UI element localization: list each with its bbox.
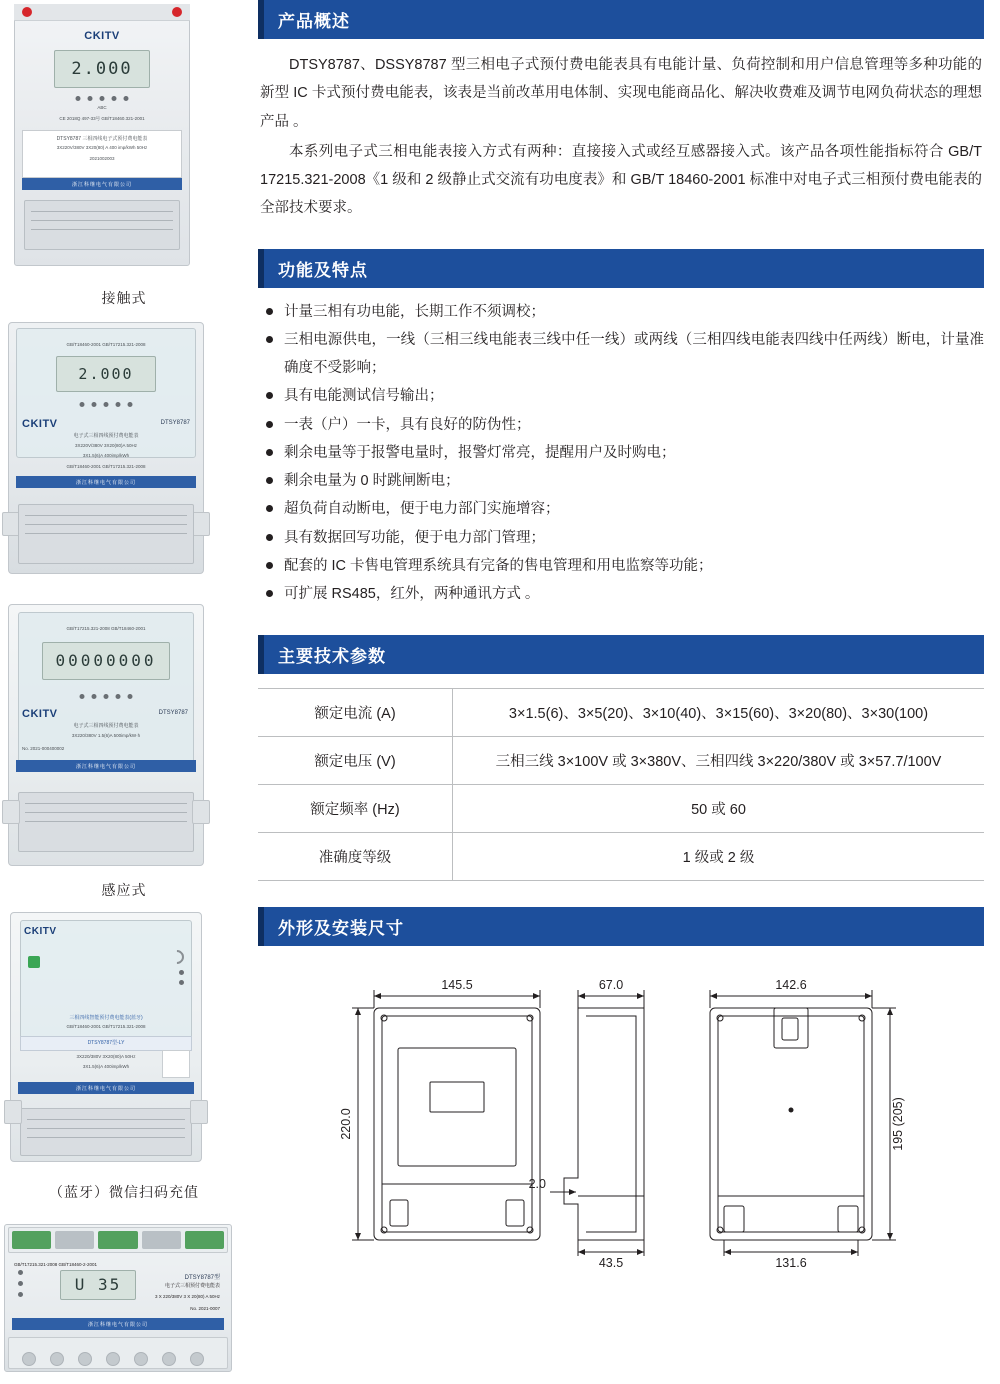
spec-table [258,688,984,881]
spec-value: 1 级或 2 级 [453,832,985,880]
indicator-dot [76,96,81,101]
indicator-dot [124,96,129,101]
dim-side-bottom: 43.5 [598,1255,624,1270]
indicator-dot [80,402,85,407]
spec-key: 额定电流 (A) [258,688,453,736]
mounting-ear [190,1100,208,1124]
meter1-phase-labels: ABC [97,105,107,110]
terminal-pin [78,1352,92,1366]
meter4-title: 三相四线智能预付费电能表(蓝牙) [69,1015,143,1021]
indicator-dot [116,402,121,407]
dimension-drawings [258,960,984,1270]
meter2-spec-line: 3X220V/380V 3X20(80)A 50Hz [74,443,138,448]
spec-value: 3×1.5(6)、3×5(20)、3×10(40)、3×15(60)、3×20(80)、3×30(100) [453,688,985,736]
indicator-dot [128,402,133,407]
mounting-ear [4,1100,22,1124]
list-item: 配套的 IC 卡售电管理系统具有完备的售电管理和用电监察等功能； [264,552,984,580]
side-view-outline [564,1008,644,1240]
indicator-dot [104,402,109,407]
product-image-bluetooth-meter [10,912,202,1162]
meter2-brand: CKITV [22,418,58,430]
indicator-dot [18,1270,23,1275]
product-images-column [0,0,248,1384]
table-row [258,688,984,736]
dim-front-width: 145.5 [441,977,473,992]
indicator-dot [112,96,117,101]
meter5-model: DTSY8787型 [184,1275,220,1281]
meter1-spec-line: 3X220V/380V 3X20(80) A 400 imp/kWh 50Hz [56,145,148,150]
list-item: 三相电源供电，一线（三相三线电能表三线中任一线）或两线（三相四线电能表四线中任两线）断电，计量准确度不受影响； [264,326,984,383]
meter5-company: 浙江科继电气有限公司 [12,1318,224,1330]
meter3-terminal-block [18,792,194,852]
meter2-cert-line: GB/T18460-2001 GB/T17215.321-2008 [66,342,146,347]
list-item: 具有数据回写功能，便于电力部门管理； [264,524,984,552]
spec-key: 额定电压 (V) [258,736,453,784]
mounting-ear [192,800,210,824]
indicator-dot [80,694,85,699]
terminal-pin [50,1352,64,1366]
section-title-specs: 主要技术参数 [258,635,984,674]
mounting-ear [192,512,210,536]
meter2-digits: 2.000 [78,365,134,383]
meter3-title: 电子式三相四线预付费电能表 [73,723,139,729]
indicator-dot [179,980,184,985]
indicator-dot [92,402,97,407]
meter1-brand: CKITV [84,30,120,42]
meter4-terminal-block [20,1108,192,1156]
meter2-terminal-block [18,504,194,564]
product-image-meter-2 [8,322,204,574]
meter5-code-line: No. 2021-0007 [190,1306,220,1311]
meter4-brand: CKITV [24,926,57,937]
meter1-company: 浙江科继电气有限公司 [22,178,182,190]
caption-induction: 感应式 [101,882,147,898]
indicator-dot [116,694,121,699]
meter3-cert-line: GB/T17215.321-2008 GB/T18460-2001 [66,626,146,631]
dim-back-width: 142.6 [775,977,807,992]
content-column [258,0,984,1270]
spec-value: 三相三线 3×100V 或 3×380V、三相四线 3×220/380V 或 3×57.7/100V [453,736,985,784]
meter3-lcd [42,642,170,680]
indicator-dot [104,694,109,699]
indicator-dot [179,970,184,975]
meter4-model: DTSY8787型-LY [87,1040,125,1046]
indicator-dot [100,96,105,101]
terminal-pin [190,1352,204,1366]
screw-icon [22,7,32,17]
front-view-outline [374,1008,540,1240]
meter3-spec-line: 3X220/380V 1.5(6)A 500imp/kW·h [71,733,141,738]
meter2-company: 浙江科继电气有限公司 [16,476,196,488]
table-row [258,832,984,880]
indicator-dot [88,96,93,101]
product-image-din-rail-meter [4,1224,232,1372]
meter5-spec-line: GB/T17215.321-2008 GB/T18460-2-2001 [14,1262,98,1267]
features-list [258,288,984,609]
meter1-cert-line: CE 2018Q 497-33号 GB/T18460.321-2001 [59,116,145,121]
meter5-title: 电子式三相预付费电能表 [164,1283,220,1289]
meter2-model: DTSY8787 [160,420,190,426]
dimension-svg [258,960,984,1270]
overview-body [258,39,984,223]
list-item: 一表（户）一卡，具有良好的防伪性； [264,411,984,439]
back-view-outline [710,1008,872,1240]
meter5-digits: U 35 [74,1275,122,1294]
terminal-pin [134,1352,148,1366]
spec-key: 准确度等级 [258,832,453,880]
indicator-dot [18,1292,23,1297]
terminal-pin [22,1352,36,1366]
meter5-imp-line: 3 X 220/380V 3 X 20(80) A 50Hz [154,1294,220,1299]
meter2-cert-line-2: GB/T18460-2001 GB/T17215.321-2008 [66,464,146,469]
terminal-pin [162,1352,176,1366]
overview-paragraph-1: DTSY8787、DSSY8787 型三相电子式预付费电能表具有电能计量、负荷控制和用户信息管理等多种功能的新型 IC 卡式预付费电能表，该表是当前改革用电体制、实现电能商品化、解决收费难及调节电网负荷状态的理想产品 。 [260,57,982,130]
mounting-ear [2,800,20,824]
section-title-features: 功能及特点 [258,249,984,288]
spec-key: 额定频率 (Hz) [258,784,453,832]
status-led-icon [28,956,40,968]
meter4-imp-line: 3X1.5(6)A 400imp/kWh [82,1064,130,1069]
meter2-lcd [56,356,156,392]
meter4-spec-line: 3X220/380V 3X20(80)A 50Hz [76,1054,136,1059]
list-item: 计量三相有功电能，长期工作不须调校； [264,298,984,326]
meter1-label-line: DTSY8787 三相四线电子式预付费电能表 [56,136,148,142]
list-item: 超负荷自动断电，便于电力部门实施增容； [264,495,984,523]
product-image-induction-meter [8,604,204,866]
indicator-dot [18,1281,23,1286]
spec-value: 50 或 60 [453,784,985,832]
screw-icon [172,7,182,17]
meter3-code-line: No. 2021-000400002 [22,746,65,751]
table-row [258,736,984,784]
dim-side-width: 67.0 [598,977,624,992]
indicator-dot [128,694,133,699]
overview-paragraph-2: 本系列电子式三相电能表接入方式有两种：直接接入式或经互感器接入式。该产品各项性能指标符合 GB/T 17215.321-2008《1 级和 2 级静止式交流有功电度表》和 GB/T 18460-2001 标准中对电子式三相预付费电能表的全部技术要求。 [260,143,982,217]
meter1-lcd [54,50,150,88]
meter3-company: 浙江科继电气有限公司 [16,760,196,772]
dim-back-bottom: 131.6 [775,1255,807,1270]
meter1-terminal-block [24,200,180,250]
dim-side-small: 2.0 [528,1176,546,1191]
table-row [258,784,984,832]
meter4-cert-line: GB/T18460-2001 GB/T17215.321-2008 [66,1024,146,1029]
terminal-pin [106,1352,120,1366]
meter2-title: 电子式三相四线预付费电能表 [73,433,139,439]
list-item: 具有电能测试信号输出； [264,382,984,410]
meter3-brand: CKITV [22,708,58,720]
meter2-imp-line: 3X1.5(6)A 400imp/kWh [82,453,130,458]
section-title-dimensions: 外形及安装尺寸 [258,907,984,946]
list-item: 剩余电量等于报警电量时，报警灯常亮，提醒用户及时购电； [264,439,984,467]
meter1-digits: 2.000 [71,59,133,79]
meter4-company: 浙江科继电气有限公司 [18,1082,194,1094]
indicator-dot [92,694,97,699]
meter5-lcd [60,1270,136,1300]
dim-front-height: 220.0 [339,1107,353,1140]
product-image-contact-meter [14,4,190,266]
qr-code-icon [162,1050,190,1078]
meter3-model: DTSY8787 [158,710,188,716]
meter1-code-line: 2021002003 [89,156,115,161]
dim-back-height: 195 (205) [891,1096,905,1151]
section-title-overview: 产品概述 [258,0,984,39]
list-item: 剩余电量为 0 时跳闸断电； [264,467,984,495]
list-item: 可扩展 RS485，红外，两种通讯方式 。 [264,580,984,608]
meter3-digits: 00000000 [55,651,157,670]
caption-contact: 接触式 [101,290,147,306]
caption-bluetooth: （蓝牙）微信扫码充值 [49,1184,199,1200]
